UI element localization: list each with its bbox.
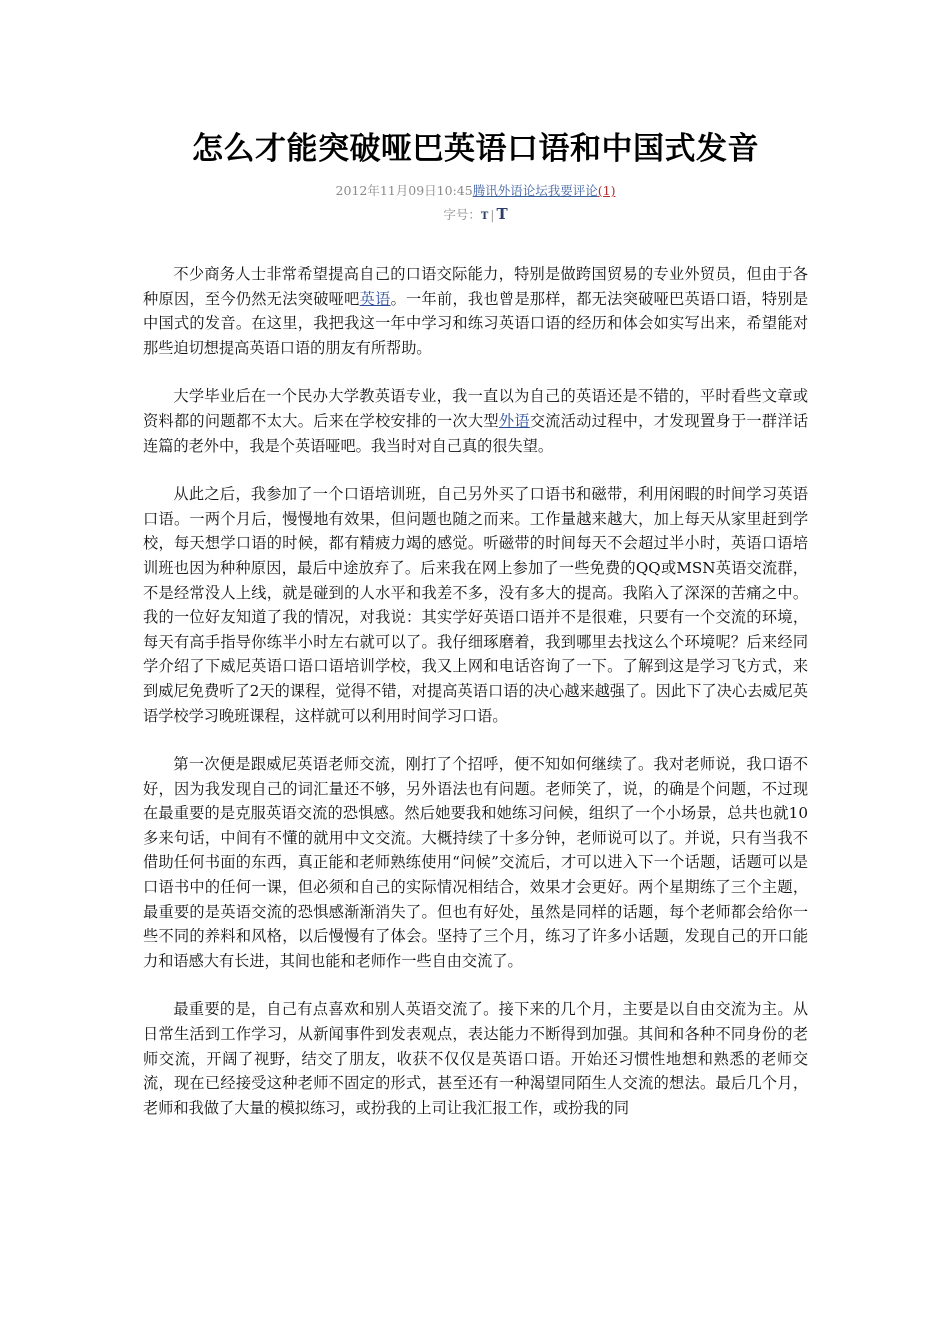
source-link[interactable]: 腾讯外语论坛 [472, 183, 548, 198]
font-size-label: 字号： [443, 207, 481, 222]
article-paragraph [143, 262, 808, 360]
article-paragraph [143, 997, 808, 1120]
article-title: 怎么才能突破哑巴英语口语和中国式发音 [192, 131, 759, 167]
article [143, 124, 808, 1144]
keyword-link[interactable]: 英语 [359, 289, 391, 308]
keyword-link[interactable]: 外语 [498, 411, 530, 430]
article-paragraph [143, 752, 808, 973]
article-paragraph [143, 482, 808, 728]
paragraph-text: 大学毕业后在一个民办大学教英语专业，我一直以为自己的英语还是不错的，平时看些文章或资料都的问题都不太大。后来在学校安排的一次大型 [143, 387, 808, 430]
paragraph-text: 从此之后，我参加了一个口语培训班，自己另外买了口语书和磁带，利用闲暇的时间学习英语口语。一两个月后，慢慢地有效果，但问题也随之而来。工作量越来越大，加上每天从家里赶到学校，每天想学口语的时候，都有精疲力竭的感觉。听磁带的时间每天不会超过半小时，英语口语培训班也因为种种原因，最后中途放弃了。后来我在网上参加了一些免费的QQ或MSN英语交流群，不是经常没人上线，就是碰到的人水平和我差不多，没有多大的提高。我陷入了深深的苦痛之中。我的一位好友知道了我的情况，对我说：其实学好英语口语并不是很难，只要有一个交流的环境，每天有高手指导你练半小时左右就可以了。我仔细琢磨着，我到哪里去找这么个环境呢？后来经同学介绍了下威尼英语口语口语培训学校，我又上网和电话咨询了一下。了解到这是学习飞方式，来到威尼免费听了2天的课程，觉得不错，对提高英语口语的决心越来越强了。因此下了决心去威尼英语学校学习晚班课程，这样就可以利用时间学习口语。 [143, 485, 808, 725]
publish-date: 2012年11月09日10:45 [335, 183, 473, 198]
paragraph-text: 交流活动过程中，才发现置身于一群洋话连篇的老外中，我是个英语哑吧。我当时对自己真的很失望。 [143, 411, 809, 455]
font-size-small-button[interactable]: T [480, 211, 489, 222]
paragraph-text: 。一年前，我也曾是那样，都无法突破哑巴英语口语，特别是中国式的发音。在这里，我把我这一年中学习和练习英语口语的经历和体会如实写出来，希望能对那些迫切想提高英语口语的朋友有所帮助。 [143, 289, 809, 357]
paragraph-text: 第一次便是跟威尼英语老师交流，刚打了个招呼，便不知如何继续了。我对老师说，我口语不好，因为我发现自己的词汇量还不够，另外语法也有问题。老师笑了，说，的确是个问题，不过现在最重要的是克服英语交流的恐惧感。然后她要我和她练习问候，组织了一个小场景，总共也就10多来句话，中间有不懂的就用中文交流。大概持续了十多分钟，老师说可以了。并说，只有当我不借助任何书面的东西，真正能和老师熟练使用“问候”交流后，才可以进入下一个话题，话题可以是口语书中的任何一课，但必须和自己的实际情况相结合，效果才会更好。两个星期练了三个主题，最重要的是英语交流的恐惧感渐渐消失了。但也有好处，虽然是同样的话题，每个老师都会给你一些不同的养料和风格，以后慢慢有了体会。坚持了三个月，练习了许多小话题，发现自己的开口能力和语感大有长进，其间也能和老师作一些自由交流了。 [143, 755, 808, 970]
comment-count-link[interactable]: (1) [597, 183, 616, 198]
paragraph-text: 最重要的是，自己有点喜欢和别人英语交流了。接下来的几个月，主要是以自由交流为主。从日常生活到工作学习，从新闻事件到发表观点，表达能力不断得到加强。其间和各种不同身份的老师交流，开阔了视野，结交了朋友，收获不仅仅是英语口语。开始还习惯性地想和熟悉的老师交流，现在已经接受这种老师不固定的形式，甚至还有一种渴望同陌生人交流的想法。最后几个月，老师和我做了大量的模拟练习，或扮我的上司让我汇报工作，或扮我的同 [143, 1000, 808, 1117]
article-meta [143, 182, 808, 200]
article-paragraph [143, 384, 808, 458]
comment-link[interactable]: 我要评论 [547, 183, 598, 198]
font-size-large-button[interactable]: T [496, 205, 508, 223]
font-size-control [143, 205, 808, 226]
article-body [143, 262, 808, 1120]
paragraph-text: 不少商务人士非常希望提高自己的口语交际能力，特别是做跨国贸易的专业外贸员，但由于各种原因，至今仍然无法突破哑吧 [143, 265, 808, 308]
font-size-separator: | [490, 207, 495, 222]
